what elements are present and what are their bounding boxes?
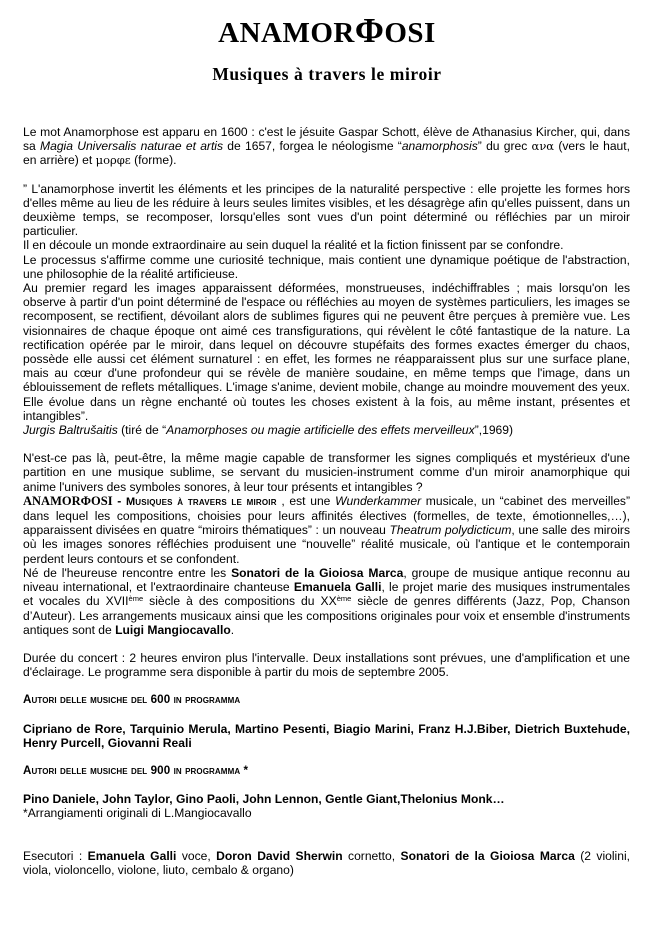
intro-text-3: de 1657, forgea le néologisme “ <box>223 139 402 154</box>
intro-paragraph <box>23 125 630 168</box>
performer-galli: Emanuela Galli <box>87 848 177 863</box>
main-text-3b: , groupe de musique antique reconnu au niveau international, et l'extraordinaire chanteuse <box>23 565 630 595</box>
superscript-1: ème <box>128 594 144 604</box>
main-paragraph-1: N'est-ce pas là, peut-être, la même magie capable de transformer les signes compliqués et mystérieux d'une partition en une musique sublime, se servant du musicien-instrument comme d'un miroir anamorphique qui anime l'univers des symboles sonores, à leur tour présents et intangibles ? <box>23 451 630 494</box>
main-paragraph-3 <box>23 566 630 637</box>
brand-separator: - <box>112 493 126 508</box>
performer-role-cornetto: cornetto, <box>342 848 401 863</box>
main-text-3d: siècle à des compositions du XX <box>143 594 337 609</box>
main-text-3c: , le projet marie des musiques instrumentales et vocales du XVII <box>23 580 630 609</box>
quote-author: Jurgis Baltrušaitis <box>23 423 118 438</box>
intro-book-title: Magia Universalis naturae et artis <box>40 139 224 154</box>
main-text-3a: Né de l'heureuse rencontre entre les <box>23 565 232 580</box>
singer-name: Emanuela Galli <box>293 580 382 595</box>
quote-paragraph-1: ” L'anamorphose invertit les éléments et les principes de la naturalité perspective : elle projette les formes hors d'elles même au lieu de les réduire à leurs seules limites visibles, et les désagrège afin qu'elles puissent, dans un deuxième temps, se recomposer, lorsqu'elles sont vues d'un point déterminé ou réfléchies par un miroir particulier. <box>23 181 630 239</box>
main-text-2a: , est une <box>276 493 336 508</box>
page-title <box>0 11 654 50</box>
document-body <box>23 125 630 877</box>
brand-suffix: OSI <box>91 493 113 508</box>
intro-text-5: ” du grec <box>477 139 532 154</box>
performers-label: Esecutori : <box>23 848 88 863</box>
section-heading-900: Autori delle musiche del 900 in programma * <box>23 763 249 777</box>
main-text-2c: , une salle des miroirs où les images sonores réfléchies produisent une “nouvelle” réalité musicale, où l'antique et le contemporain perdent leurs contours et se confondent. <box>23 523 631 566</box>
intro-text-6: (vers le haut, en arrière) et <box>23 139 630 168</box>
ensemble-name: Sonatori de la Gioiosa Marca <box>231 565 404 580</box>
main-text-3f: . <box>230 622 235 637</box>
quote-paragraph-3: Le processus s'affirme comme une curiosité technique, mais contient une dynamique poétique de l'abstraction, une philosophie de la réalité artificieuse. <box>23 252 630 281</box>
title-prefix: ANAMOR <box>218 17 355 49</box>
composers-900-list: Pino Daniele, John Taylor, Gino Paoli, John Lennon, Gentle Giant,Thelonius Monk… <box>23 792 505 807</box>
performer-instruments: (2 violini, viola, violoncello, violone, liuto, cembalo & organo) <box>23 848 631 877</box>
quote-citation <box>23 423 630 437</box>
superscript-2: ème <box>336 594 352 604</box>
arrangement-note: *Arrangiamenti originali di L.Mangiocavallo <box>23 806 252 821</box>
citation-work-title: Anamorphoses ou magie artificielle des effets merveilleux <box>166 423 475 438</box>
composers-600-list: Cipriano de Rore, Tarquinio Merula, Martino Pesenti, Biagio Marini, Franz H.J.Biber, Dietrich Buxtehude, Henry Purcell, Giovanni Reali <box>23 721 630 750</box>
main-text-2b: musicale, un “cabinet des merveilles” dans lequel les compositions, choisies pour leurs affinités électives (formelles, de texte, émotionnelles,…), apparaissent divisées en quatre “miroirs thématiques” : un nouveau <box>23 493 630 538</box>
main-paragraph-2 <box>23 494 630 566</box>
brand-phi: Φ <box>80 493 92 508</box>
page-subtitle: Musiques à travers le miroir <box>212 64 442 84</box>
performer-role-voce: voce, <box>176 848 217 863</box>
section-heading-600: Autori delle musiche del 600 in programma <box>23 693 241 707</box>
intro-text-1: Le mot Anamorphose est apparu en 1600 : c'est le jésuite Gaspar Schott, élève de Athanasius Kircher, qui, dans sa <box>23 125 630 154</box>
quote-paragraph-4: Au premier regard les images apparaissent déformées, monstrueuses, indéchiffrables ; mais lorsqu'on les observe à partir d'un point déterminé de l'espace ou réfléchies au moyen de systèmes particuliers, les images se recomposent, se rectifient, dévoilant alors de sublimes figures qui ne peuvent être perçues à première vue. Les visionnaires de chaque époque ont aimé ces transfigurations, qui révèlent le côté fantastique de la nature. La rectification opérée par le miroir, dans lequel on découvre stupéfaits des formes exactes émerger du chaos, possède elle aussi cet élément surnaturel : en effet, les formes ne réapparaissent plus sur une surface plane, mais au cœur d'une profondeur qui se révèle de manière soudaine, en même temps que l'image, dans un éblouissement de reflets métalliques. L'image s'anime, devient mobile, change au moindre mouvement des yeux. Elle évolue dans un règne enchanté où toutes les choses existent à la fois, au même instant, présentes et intangibles”. <box>23 281 630 423</box>
title-phi: Φ <box>354 11 385 50</box>
brand-prefix: ANAMOR <box>23 493 81 508</box>
citation-text-c: ”,1969) <box>474 423 514 438</box>
brand-subtitle: Musiques à travers le miroir <box>125 495 277 508</box>
theatrum-term: Theatrum polydicticum <box>389 523 512 538</box>
main-text-3e: siècle de genres différents (Jazz, Pop, Chanson d’Auteur). Les arrangements musicaux ainsi que les compositions originales pour voix et ensemble d'instruments antiques sont de <box>23 594 630 637</box>
arranger-name: Luigi Mangiocavallo <box>115 622 231 637</box>
duration-paragraph: Durée du concert : 2 heures environ plus l'intervalle. Deux installations sont prévues, une d'amplification et une d'éclairage. Le programme sera disponible à partir du mois de septembre 2005. <box>23 650 630 680</box>
title-suffix: OSI <box>384 17 436 49</box>
intro-text-7: (forme). <box>130 153 177 168</box>
greek-word-1: ανα <box>531 139 555 154</box>
citation-text-a: (tiré de “ <box>117 423 167 438</box>
wunderkammer-term: Wunderkammer <box>335 493 422 508</box>
brand-name <box>23 494 113 508</box>
greek-word-2: μορφε <box>95 153 131 168</box>
intro-term: anamorphosis <box>401 139 478 154</box>
performer-ensemble: Sonatori de la Gioiosa Marca <box>400 848 575 863</box>
quote-paragraph-2: Il en découle un monde extraordinaire au sein duquel la réalité et la fiction finissent par se confondre. <box>23 238 564 253</box>
performers-paragraph <box>23 849 630 877</box>
performer-sherwin: Doron David Sherwin <box>216 848 343 863</box>
